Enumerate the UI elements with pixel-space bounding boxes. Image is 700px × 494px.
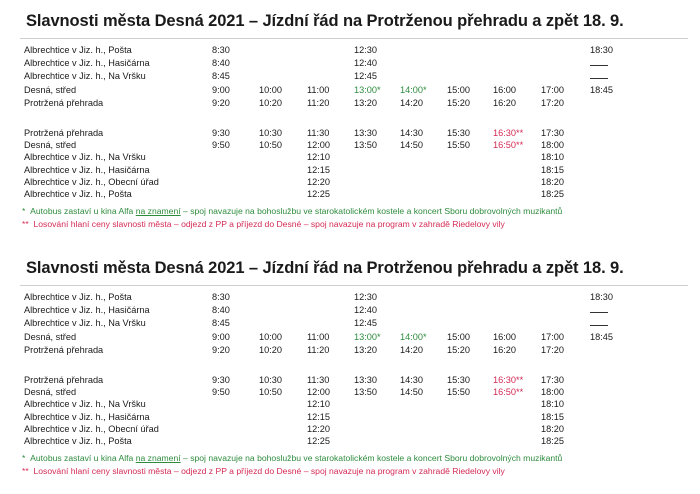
departure-time: 10:00 <box>259 331 282 342</box>
departure-time: 11:00 <box>307 331 330 342</box>
departure-time: 13:00* <box>354 331 381 342</box>
departure-time: 17:20 <box>541 97 564 108</box>
departure-time: 17:20 <box>541 344 564 355</box>
departure-time: 9:50 <box>212 387 230 398</box>
inbound-row <box>0 176 700 189</box>
footnote-mark: * <box>22 206 26 216</box>
stop-name: Protržená přehrada <box>24 344 104 355</box>
stop-name: Albrechtice v Jiz. h., Na Vršku <box>24 399 146 410</box>
no-stop-dash <box>590 57 608 70</box>
departure-time: 17:30 <box>541 128 564 138</box>
footnote-mark: * <box>22 453 26 463</box>
departure-time: 18:25 <box>541 436 564 446</box>
departure-time: 16:00 <box>493 84 516 95</box>
stop-name: Albrechtice v Jiz. h., Na Vršku <box>24 152 146 163</box>
stop-name: Albrechtice v Jiz. h., Hasičárna <box>24 305 150 316</box>
stop-name: Albrechtice v Jiz. h., Hasičárna <box>24 58 150 69</box>
stop-name: Desná, střed <box>24 140 77 151</box>
stop-name: Albrechtice v Jiz. h., Na Vršku <box>24 71 146 82</box>
stop-name: Desná, střed <box>24 331 77 342</box>
departure-time: 12:45 <box>354 318 377 329</box>
departure-time: 11:00 <box>307 84 330 95</box>
departure-time: 16:00 <box>493 331 516 342</box>
departure-time: 11:20 <box>307 344 330 355</box>
departure-time: 18:00 <box>541 140 564 151</box>
departure-time: 18:45 <box>590 331 613 342</box>
footnote-text: Autobus zastaví u kina Alfa <box>30 206 136 216</box>
outbound-row <box>0 344 700 357</box>
departure-time: 10:30 <box>259 128 282 138</box>
departure-time: 12:25 <box>307 189 330 199</box>
outbound-row <box>0 44 700 57</box>
departure-time: 18:45 <box>590 84 613 95</box>
inbound-row <box>0 188 700 201</box>
footnote-text: Losování hlaní ceny slavnosti města – odjezd z PP a příjezd do Desné – spoj navazuje na program v zahradě Riedelovy vily <box>33 466 505 476</box>
departure-time: 10:30 <box>259 375 282 385</box>
footnote-losovani <box>22 219 505 230</box>
departure-time: 14:50 <box>400 387 423 398</box>
inbound-row <box>0 164 700 177</box>
departure-time: 18:20 <box>541 423 564 434</box>
stop-name: Albrechtice v Jiz. h., Na Vršku <box>24 318 146 329</box>
inbound-row <box>0 423 700 436</box>
footnote-losovani <box>22 466 505 477</box>
departure-time: 13:20 <box>354 97 377 108</box>
departure-time: 18:20 <box>541 176 564 187</box>
inbound-row <box>0 411 700 424</box>
departure-time: 16:30** <box>493 375 524 385</box>
departure-time: 11:30 <box>307 375 330 385</box>
title-divider <box>20 285 688 286</box>
departure-time: 10:20 <box>259 97 282 108</box>
departure-time: 15:50 <box>447 387 470 398</box>
inbound-row <box>0 435 700 448</box>
stop-name: Protržená přehrada <box>24 97 104 108</box>
departure-time: 16:20 <box>493 344 516 355</box>
departure-time: 8:45 <box>212 71 230 82</box>
footnote-mark: ** <box>22 466 29 476</box>
departure-time: 11:20 <box>307 97 330 108</box>
no-stop-dash <box>590 304 608 317</box>
departure-time: 15:20 <box>447 344 470 355</box>
departure-time: 9:30 <box>212 375 230 385</box>
inbound-row <box>0 374 700 387</box>
inbound-row <box>0 398 700 411</box>
timetable-title: Slavnosti města Desná 2021 – Jízdní řád na Protrženou přehradu a zpět 18. 9. <box>26 259 624 277</box>
departure-time: 14:30 <box>400 375 423 385</box>
inbound-row <box>0 139 700 152</box>
no-stop-dash <box>590 70 608 83</box>
departure-time: 12:00 <box>307 140 330 151</box>
stop-name: Albrechtice v Jiz. h., Hasičárna <box>24 411 150 422</box>
outbound-row <box>0 70 700 83</box>
departure-time: 15:50 <box>447 140 470 151</box>
stop-name: Protržená přehrada <box>24 128 104 138</box>
stop-name: Albrechtice v Jiz. h., Pošta <box>24 189 132 199</box>
stop-name: Albrechtice v Jiz. h., Pošta <box>24 292 132 302</box>
departure-time: 8:45 <box>212 318 230 329</box>
inbound-row <box>0 151 700 164</box>
departure-time: 16:20 <box>493 97 516 108</box>
departure-time: 9:00 <box>212 331 230 342</box>
departure-time: 16:30** <box>493 128 524 138</box>
departure-time: 12:15 <box>307 411 330 422</box>
outbound-row <box>0 304 700 317</box>
outbound-row <box>0 331 700 344</box>
departure-time: 14:20 <box>400 344 423 355</box>
departure-time: 12:00 <box>307 387 330 398</box>
departure-time: 18:15 <box>541 164 564 175</box>
stop-name: Desná, střed <box>24 387 77 398</box>
footnote-underlined: na znamení <box>135 206 181 216</box>
footnote-mark: ** <box>22 219 29 229</box>
departure-time: 8:40 <box>212 58 230 69</box>
departure-time: 14:00* <box>400 84 427 95</box>
departure-time: 12:20 <box>307 176 330 187</box>
departure-time: 17:00 <box>541 84 564 95</box>
departure-time: 18:10 <box>541 399 564 410</box>
departure-time: 12:25 <box>307 436 330 446</box>
departure-time: 18:15 <box>541 411 564 422</box>
departure-time: 14:50 <box>400 140 423 151</box>
timetable-title: Slavnosti města Desná 2021 – Jízdní řád na Protrženou přehradu a zpět 18. 9. <box>26 12 624 30</box>
departure-time: 9:20 <box>212 97 230 108</box>
departure-time: 8:30 <box>212 292 230 302</box>
stop-name: Albrechtice v Jiz. h., Pošta <box>24 45 132 55</box>
footnote-text: Losování hlaní ceny slavnosti města – odjezd z PP a příjezd do Desné – spoj navazuje na program v zahradě Riedelovy vily <box>33 219 505 229</box>
departure-time: 17:00 <box>541 331 564 342</box>
footnote-alfa <box>22 206 562 217</box>
departure-time: 12:40 <box>354 58 377 69</box>
outbound-row <box>0 317 700 330</box>
title-divider <box>20 38 688 39</box>
departure-time: 18:30 <box>590 292 613 302</box>
departure-time: 12:40 <box>354 305 377 316</box>
departure-time: 10:50 <box>259 140 282 151</box>
footnote-text: – spoj navazuje na bohoslužbu ve starokatolickém kostele a koncert Sboru dobrovolných muzikantů <box>180 206 563 216</box>
departure-time: 8:30 <box>212 45 230 55</box>
departure-time: 12:30 <box>354 45 377 55</box>
departure-time: 13:50 <box>354 140 377 151</box>
departure-time: 15:30 <box>447 375 470 385</box>
stop-name: Albrechtice v Jiz. h., Obecní úřad <box>24 176 159 187</box>
departure-time: 15:00 <box>447 84 470 95</box>
footnote-text: Autobus zastaví u kina Alfa <box>30 453 136 463</box>
departure-time: 18:25 <box>541 189 564 199</box>
departure-time: 12:10 <box>307 152 330 163</box>
departure-time: 14:20 <box>400 97 423 108</box>
departure-time: 15:00 <box>447 331 470 342</box>
stop-name: Protržená přehrada <box>24 375 104 385</box>
departure-time: 14:00* <box>400 331 427 342</box>
departure-time: 9:30 <box>212 128 230 138</box>
departure-time: 9:50 <box>212 140 230 151</box>
departure-time: 13:50 <box>354 387 377 398</box>
departure-time: 11:30 <box>307 128 330 138</box>
departure-time: 12:15 <box>307 164 330 175</box>
departure-time: 16:50** <box>493 387 524 398</box>
departure-time: 12:30 <box>354 292 377 302</box>
departure-time: 18:10 <box>541 152 564 163</box>
departure-time: 9:20 <box>212 344 230 355</box>
departure-time: 13:00* <box>354 84 381 95</box>
departure-time: 12:45 <box>354 71 377 82</box>
departure-time: 10:50 <box>259 387 282 398</box>
departure-time: 18:00 <box>541 387 564 398</box>
footnote-text: – spoj navazuje na bohoslužbu ve starokatolickém kostele a koncert Sboru dobrovolných muzikantů <box>180 453 563 463</box>
departure-time: 8:40 <box>212 305 230 316</box>
inbound-row <box>0 127 700 140</box>
stop-name: Albrechtice v Jiz. h., Obecní úřad <box>24 423 159 434</box>
departure-time: 10:20 <box>259 344 282 355</box>
departure-time: 18:30 <box>590 45 613 55</box>
departure-time: 9:00 <box>212 84 230 95</box>
departure-time: 17:30 <box>541 375 564 385</box>
outbound-row <box>0 291 700 304</box>
stop-name: Desná, střed <box>24 84 77 95</box>
outbound-row <box>0 97 700 110</box>
departure-time: 15:30 <box>447 128 470 138</box>
departure-time: 12:10 <box>307 399 330 410</box>
no-stop-dash <box>590 317 608 330</box>
departure-time: 13:30 <box>354 128 377 138</box>
departure-time: 14:30 <box>400 128 423 138</box>
outbound-row <box>0 84 700 97</box>
outbound-row <box>0 57 700 70</box>
stop-name: Albrechtice v Jiz. h., Hasičárna <box>24 164 150 175</box>
footnote-underlined: na znamení <box>135 453 181 463</box>
stop-name: Albrechtice v Jiz. h., Pošta <box>24 436 132 446</box>
departure-time: 13:30 <box>354 375 377 385</box>
departure-time: 13:20 <box>354 344 377 355</box>
departure-time: 15:20 <box>447 97 470 108</box>
departure-time: 16:50** <box>493 140 524 151</box>
departure-time: 12:20 <box>307 423 330 434</box>
departure-time: 10:00 <box>259 84 282 95</box>
inbound-row <box>0 386 700 399</box>
footnote-alfa <box>22 453 562 464</box>
